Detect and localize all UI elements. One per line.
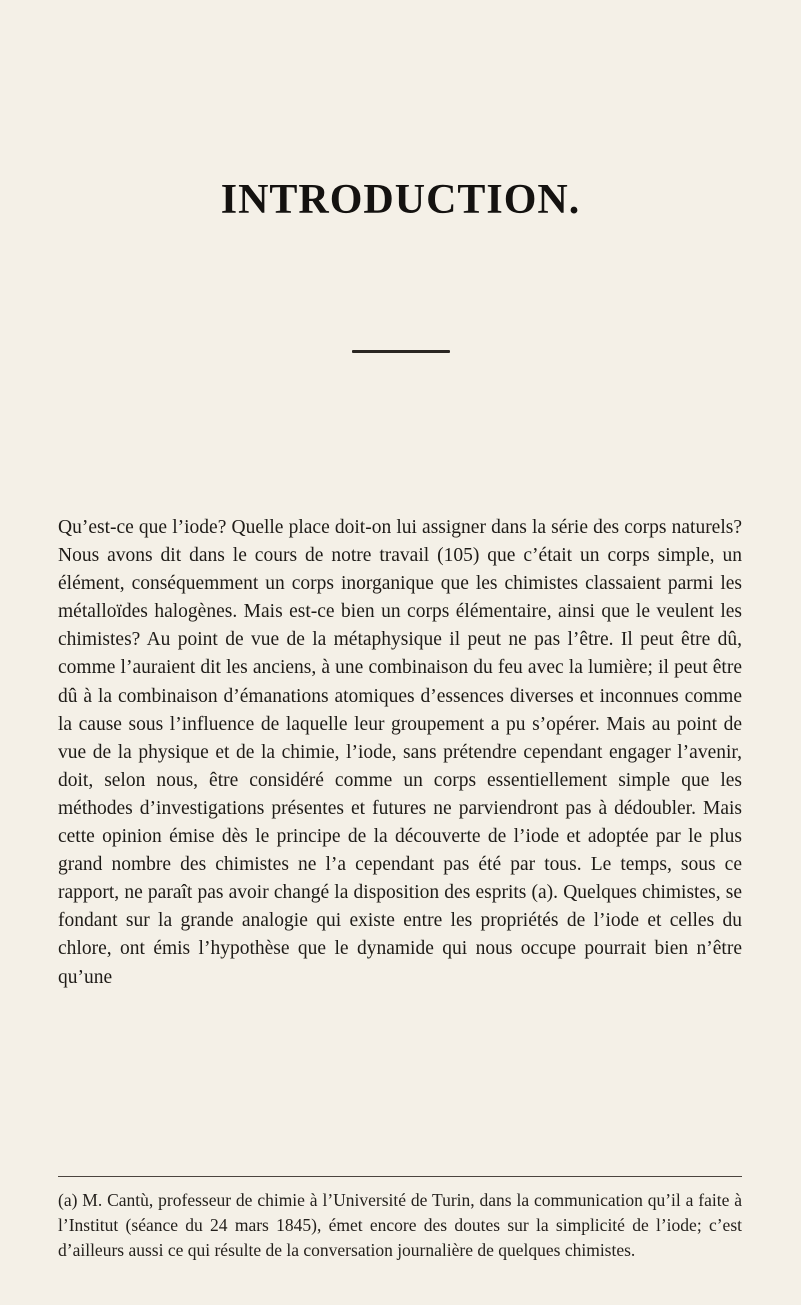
chapter-title: INTRODUCTION. (220, 177, 581, 223)
title-rule (352, 350, 450, 353)
body-paragraph: Qu’est-ce que l’iode? Quelle place doit-on lui assigner dans la série des corps naturels? Nous avons dit dans le cours de notre travail (105) que c’était un corps simple, un élément, conséquemment un corps inorganique que les chimistes classaient parmi les métalloïdes halogènes. Mais est-ce bien un corps élémentaire, ainsi que le veulent les chimistes? Au point de vue de la métaphysique il peut ne pas l’être. Il peut être dû, comme l’auraient dit les anciens, à une combinaison du feu avec la lumière; il peut être dû à la combinaison d’émanations atomiques d’essences diverses et inconnues comme la cause sous l’influence de laquelle leur groupement a pu s’opérer. Mais au point de vue de la physique et de la chimie, l’iode, sans prétendre cependant engager l’avenir, doit, selon nous, être considéré comme un corps essentiellement simple que les méthodes d’investigations présentes et futures ne parviendront pas à dédoubler. Mais cette opinion émise dès le principe de la découverte de l’iode et adoptée par le plus grand nombre des chimistes ne l’a cependant pas été par tous. Le temps, sous ce rapport, ne paraît pas avoir changé la disposition des esprits (a). Quelques chimistes, se fondant sur la grande analogie qui existe entre les propriétés de l’iode et celles du chlore, ont émis l’hypothèse que le dynamide qui nous occupe pourrait bien n’être qu’une (58, 517, 742, 988)
footnote: (a) M. Cantù, professeur de chimie à l’Université de Turin, dans la communication qu’il a faite à l’Institut (séance du 24 mars 1845), émet encore des doutes sur la simplicité de l’iode; c’est d’ailleurs aussi ce qui résulte de la conversation journalière de quelques chimistes. (58, 1190, 742, 1260)
footnote-rule (58, 1176, 742, 1177)
